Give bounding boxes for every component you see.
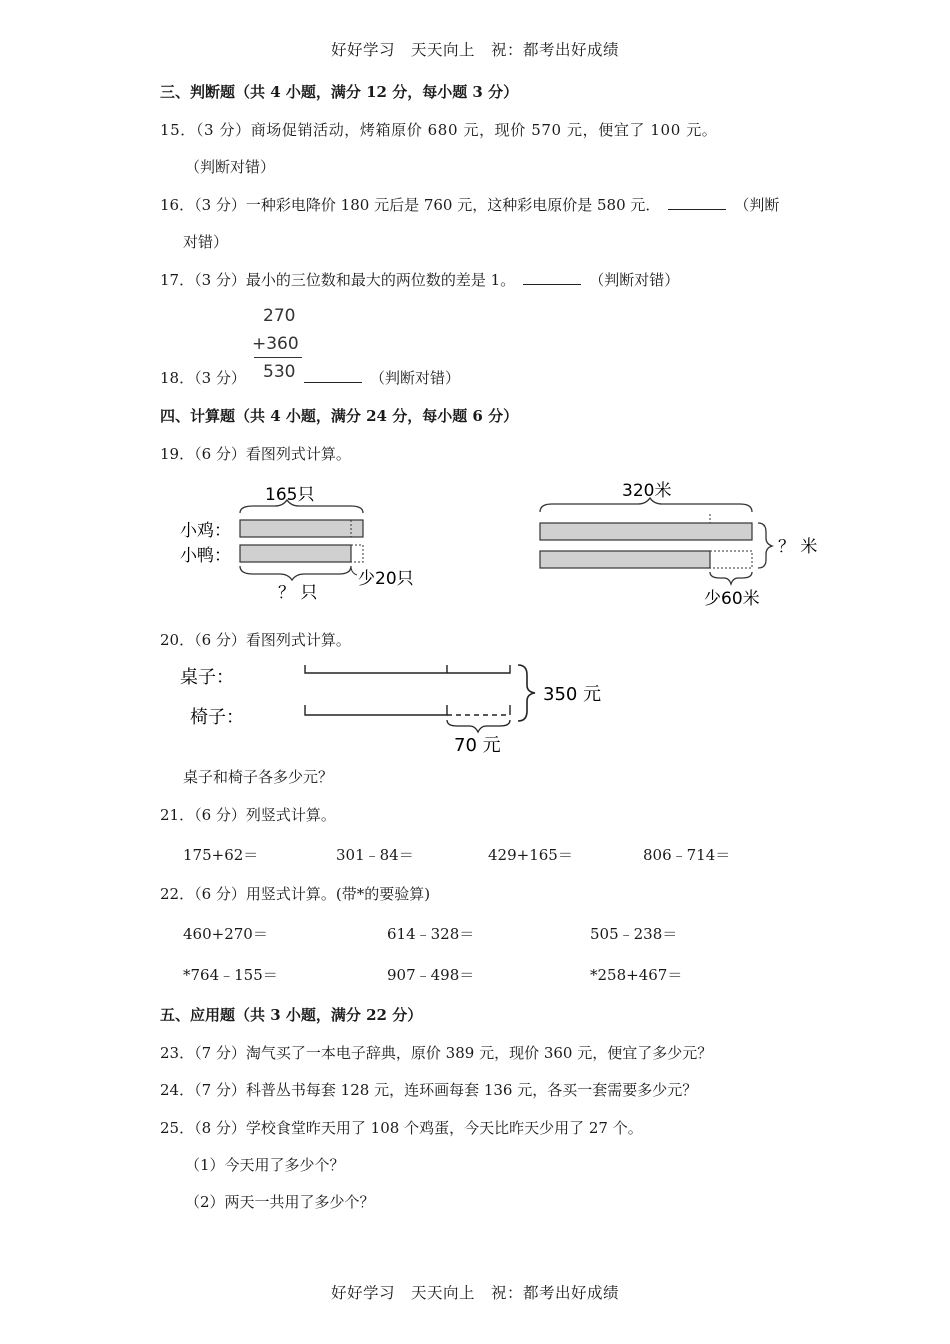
- question-25-sub2: （2）两天一共用了多少个？: [185, 1193, 375, 1211]
- diagram1-bottom-brace: [240, 566, 351, 580]
- question-18-tail: （判断对错）: [370, 369, 461, 387]
- q20-diff-label: 70 元: [454, 735, 501, 756]
- question-22: 22．（6 分）用竖式计算。(带*的要验算): [160, 885, 431, 903]
- q18-sum-line: [254, 357, 302, 358]
- q20-right-brace: [518, 665, 535, 721]
- question-17-tail: （判断对错）: [589, 271, 680, 289]
- diagram1-duck-label: 小鸭：: [180, 546, 231, 566]
- q22-item-1: 460+270＝: [183, 925, 268, 943]
- q18-result: 530: [263, 362, 296, 382]
- question-20: 20．（6 分）看图列式计算。: [160, 631, 351, 649]
- q19-diagram-meters: [530, 472, 830, 614]
- diagram2-right-brace: [758, 523, 772, 568]
- diagram1-chick-label: 小鸡：: [180, 521, 231, 541]
- q21-item-1: 175+62＝: [183, 846, 259, 864]
- answer-blank-17[interactable]: [523, 270, 581, 285]
- duck-bar-gap: [351, 545, 363, 562]
- q18-addend-top: 270: [263, 306, 296, 326]
- question-15-line1: 15．（3 分）商场促销活动，烤箱原价 680 元，现价 570 元，便宜了 100 元。: [160, 121, 718, 139]
- question-15-line2: （判断对错）: [185, 158, 276, 176]
- question-25-sub1: （1）今天用了多少个？: [185, 1156, 345, 1174]
- q20-table-label: 桌子：: [180, 667, 234, 688]
- diagram1-question-label: ？ 只: [278, 583, 318, 603]
- q22-item-3: 505﹣238＝: [590, 925, 678, 943]
- question-18-num: 18．（3 分）: [160, 369, 246, 387]
- meter-bar-2: [540, 551, 710, 568]
- q21-item-3: 429+165＝: [488, 846, 573, 864]
- diagram2-bottom-brace: [710, 572, 752, 584]
- diagram1-total-label: 165只: [265, 485, 315, 505]
- question-20-prompt: 桌子和椅子各多少元？: [183, 768, 334, 786]
- diagram2-total-label: 320米: [622, 481, 672, 501]
- duck-bar: [240, 545, 351, 562]
- q22-item-4: *764﹣155＝: [183, 966, 278, 984]
- question-17: [160, 269, 679, 290]
- q18-addend-bottom: +360: [252, 334, 299, 354]
- page-footer: 好好学习 天天向上 祝：都考出好成绩: [331, 1284, 620, 1302]
- diagram2-question-label: ？ 米: [778, 537, 818, 557]
- q20-bottom-brace: [447, 720, 510, 732]
- question-21: 21．（6 分）列竖式计算。: [160, 806, 336, 824]
- section-title-judgement: 三、判断题（共 4 小题，满分 12 分，每小题 3 分）: [160, 83, 519, 101]
- diagram1-diff-tick: [351, 566, 357, 575]
- section-title-calculation: 四、计算题（共 4 小题，满分 24 分，每小题 6 分）: [160, 407, 519, 425]
- q21-item-4: 806﹣714＝: [643, 846, 731, 864]
- section-title-application: 五、应用题（共 3 小题，满分 22 分）: [160, 1006, 423, 1024]
- chick-bar: [240, 520, 363, 537]
- meter-bar-2-gap: [710, 551, 752, 568]
- q20-chair-label: 椅子：: [190, 707, 244, 728]
- question-24: 24．（7 分）科普丛书每套 128 元，连环画每套 136 元，各买一套需要多少元？: [160, 1081, 698, 1099]
- question-19: 19．（6 分）看图列式计算。: [160, 445, 351, 463]
- question-25: 25．（8 分）学校食堂昨天用了 108 个鸡蛋，今天比昨天少用了 27 个。: [160, 1119, 643, 1137]
- question-16: [160, 194, 779, 215]
- page-header: 好好学习 天天向上 祝：都考出好成绩: [331, 41, 620, 59]
- question-17-text: 17．（3 分）最小的三位数和最大的两位数的差是 1。: [160, 271, 516, 289]
- q22-item-6: *258+467＝: [590, 966, 683, 984]
- question-16-text: 16．（3 分）一种彩电降价 180 元后是 760 元，这种彩电原价是 580 元．: [160, 196, 661, 214]
- diagram2-diff-label: 少60米: [704, 589, 760, 609]
- answer-blank-16[interactable]: [668, 195, 726, 210]
- question-16-tail: （判断: [734, 196, 780, 214]
- question-23: 23．（7 分）淘气买了一本电子辞典，原价 389 元，现价 360 元，便宜了多少元？: [160, 1044, 713, 1062]
- chair-line: [305, 705, 447, 715]
- q22-item-5: 907﹣498＝: [387, 966, 475, 984]
- meter-bar-1: [540, 523, 752, 540]
- q21-item-2: 301﹣84＝: [336, 846, 414, 864]
- q20-total-label: 350 元: [543, 684, 602, 705]
- q19-diagram-chick-duck: [175, 478, 435, 608]
- table-line: [305, 665, 510, 673]
- question-16-line2: 对错）: [183, 233, 229, 251]
- diagram1-diff-label: 少20只: [358, 569, 414, 589]
- answer-blank-18[interactable]: [304, 368, 362, 383]
- question-18-answer: [304, 367, 460, 388]
- q22-item-2: 614﹣328＝: [387, 925, 475, 943]
- q20-diagram-table-chair: [175, 655, 615, 759]
